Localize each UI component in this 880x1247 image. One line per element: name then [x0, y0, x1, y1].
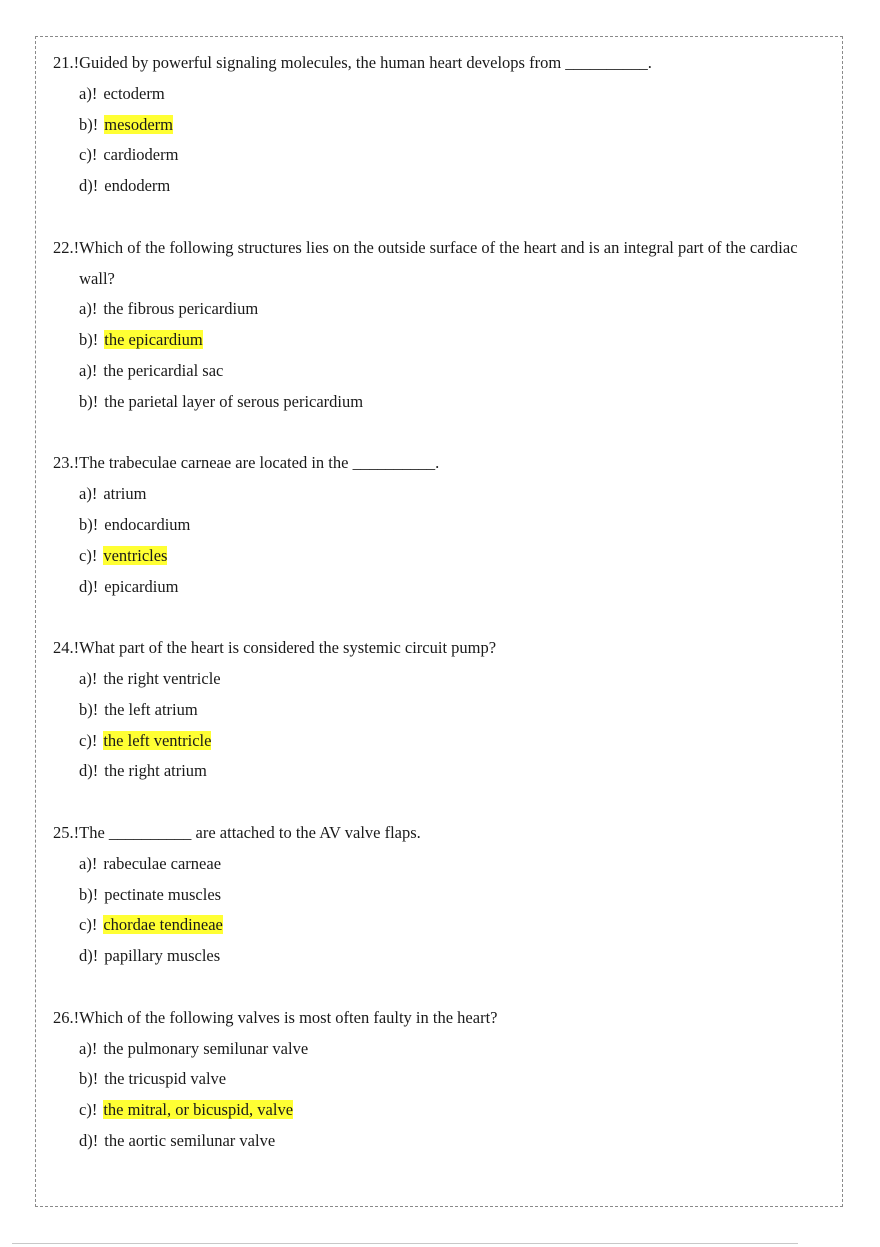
option-text: endocardium — [104, 514, 191, 534]
question-text: The trabeculae carneae are located in the __________. — [79, 453, 440, 473]
question-stem — [53, 48, 823, 79]
correct-answer-highlight: the left ventricle — [103, 730, 212, 750]
option-letter: a) — [79, 853, 92, 873]
option-list — [53, 1034, 823, 1157]
question-text: What part of the heart is considered the systemic circuit pump? — [79, 638, 497, 658]
option-letter: b) — [79, 514, 93, 534]
bullet-mark: ! — [91, 915, 98, 935]
option-letter: b) — [79, 884, 93, 904]
bullet-mark: ! — [92, 330, 99, 350]
option-letter: b) — [79, 391, 93, 411]
question-block — [53, 633, 823, 787]
correct-answer-highlight: ventricles — [103, 545, 168, 565]
option-list — [53, 294, 823, 417]
question-block — [53, 233, 823, 418]
option-text: the aortic semilunar valve — [104, 1130, 276, 1150]
option-letter: a) — [79, 299, 92, 319]
bullet-mark: ! — [73, 822, 80, 842]
option-text: cardioderm — [103, 145, 179, 165]
option-letter: b) — [79, 699, 93, 719]
option-list — [53, 849, 823, 972]
question-block — [53, 48, 823, 202]
question-stem — [53, 233, 823, 295]
question-number: 23. — [53, 453, 74, 473]
question-block — [53, 818, 823, 972]
bullet-mark: ! — [91, 730, 98, 750]
question-stem — [53, 448, 823, 479]
answer-option — [53, 756, 823, 787]
bullet-mark: ! — [73, 53, 80, 72]
option-letter: b) — [79, 1069, 93, 1089]
bullet-mark: ! — [92, 699, 99, 719]
bullet-mark: ! — [92, 946, 99, 966]
answer-option — [53, 110, 823, 141]
answer-option — [53, 387, 823, 418]
question-stem — [53, 818, 823, 849]
bullet-mark: ! — [92, 514, 99, 534]
option-text: epicardium — [104, 576, 179, 596]
answer-option — [53, 572, 823, 603]
option-text: the pulmonary semilunar valve — [103, 1038, 309, 1058]
option-text: rabeculae carneae — [103, 853, 222, 873]
bullet-mark: ! — [92, 114, 99, 134]
question-block — [53, 448, 823, 602]
answer-option — [53, 695, 823, 726]
bullet-mark: ! — [92, 761, 99, 781]
option-text: pectinate muscles — [104, 884, 222, 904]
bullet-mark: ! — [73, 453, 80, 473]
question-number: 24. — [53, 638, 74, 658]
bullet-mark: ! — [92, 1069, 99, 1089]
option-letter: a) — [79, 1038, 92, 1058]
question-number: 21. — [53, 53, 74, 72]
answer-option — [53, 79, 823, 110]
option-letter: c) — [79, 545, 92, 565]
option-letter: d) — [79, 1130, 93, 1150]
option-letter: c) — [79, 1100, 92, 1120]
bullet-mark: ! — [92, 391, 99, 411]
answer-option — [53, 1064, 823, 1095]
question-text: Which of the following structures lies on the outside surface of the heart and is an integral part of the cardiac wall? — [79, 237, 798, 288]
option-letter: d) — [79, 176, 93, 196]
answer-option — [53, 726, 823, 757]
answer-option — [53, 1034, 823, 1065]
answer-option — [53, 140, 823, 171]
answer-option — [53, 356, 823, 387]
bullet-mark: ! — [91, 1038, 98, 1058]
bullet-mark: ! — [91, 83, 98, 103]
bullet-mark: ! — [73, 1007, 80, 1027]
option-list — [53, 79, 823, 202]
option-letter: a) — [79, 484, 92, 504]
correct-answer-highlight: the epicardium — [104, 330, 203, 350]
question-number: 22. — [53, 237, 74, 257]
bullet-mark: ! — [73, 237, 80, 257]
bullet-mark: ! — [92, 1130, 99, 1150]
bullet-mark: ! — [91, 545, 98, 565]
answer-option — [53, 479, 823, 510]
answer-option — [53, 171, 823, 202]
answer-option — [53, 941, 823, 972]
option-letter: d) — [79, 761, 93, 781]
bullet-mark: ! — [92, 884, 99, 904]
answer-option — [53, 541, 823, 572]
question-stem — [53, 633, 823, 664]
option-letter: d) — [79, 576, 93, 596]
question-text: The __________ are attached to the AV valve flaps. — [79, 822, 421, 842]
option-letter: b) — [79, 330, 93, 350]
answer-option — [53, 1095, 823, 1126]
answer-option — [53, 849, 823, 880]
answer-option — [53, 510, 823, 541]
option-text: the fibrous pericardium — [103, 299, 259, 319]
option-letter: c) — [79, 145, 92, 165]
option-text: papillary muscles — [104, 946, 221, 966]
option-text: atrium — [103, 484, 147, 504]
bullet-mark: ! — [91, 853, 98, 873]
bullet-mark: ! — [91, 360, 98, 380]
option-text: the pericardial sac — [103, 360, 224, 380]
bullet-mark: ! — [73, 638, 80, 658]
option-letter: a) — [79, 83, 92, 103]
answer-option — [53, 880, 823, 911]
correct-answer-highlight: mesoderm — [104, 114, 173, 134]
answer-option — [53, 664, 823, 695]
option-letter: c) — [79, 915, 92, 935]
option-text: ectoderm — [103, 83, 165, 103]
question-number: 25. — [53, 822, 74, 842]
correct-answer-highlight: the mitral, or bicuspid, valve — [103, 1100, 294, 1120]
option-text: the left atrium — [104, 699, 198, 719]
bullet-mark: ! — [91, 299, 98, 319]
option-text: the parietal layer of serous pericardium — [104, 391, 364, 411]
option-letter: d) — [79, 946, 93, 966]
answer-option — [53, 1126, 823, 1157]
answer-option — [53, 910, 823, 941]
bullet-mark: ! — [92, 176, 99, 196]
question-stem — [53, 1003, 823, 1034]
correct-answer-highlight: chordae tendineae — [103, 915, 223, 935]
question-block — [53, 1003, 823, 1157]
question-list — [53, 48, 823, 1187]
option-list — [53, 479, 823, 602]
bullet-mark: ! — [92, 576, 99, 596]
bullet-mark: ! — [91, 668, 98, 688]
option-letter: b) — [79, 114, 93, 134]
answer-option — [53, 325, 823, 356]
footer-divider — [12, 1243, 798, 1244]
question-text: Guided by powerful signaling molecules, the human heart develops from __________. — [79, 53, 652, 72]
option-text: the right atrium — [104, 761, 207, 781]
option-list — [53, 664, 823, 787]
option-letter: a) — [79, 668, 92, 688]
bullet-mark: ! — [91, 484, 98, 504]
bullet-mark: ! — [91, 1100, 98, 1120]
question-text: Which of the following valves is most often faulty in the heart? — [79, 1007, 498, 1027]
option-text: the right ventricle — [103, 668, 221, 688]
option-text: the tricuspid valve — [104, 1069, 227, 1089]
option-text: endoderm — [104, 176, 171, 196]
answer-option — [53, 294, 823, 325]
option-letter: a) — [79, 360, 92, 380]
option-letter: c) — [79, 730, 92, 750]
bullet-mark: ! — [91, 145, 98, 165]
question-number: 26. — [53, 1007, 74, 1027]
